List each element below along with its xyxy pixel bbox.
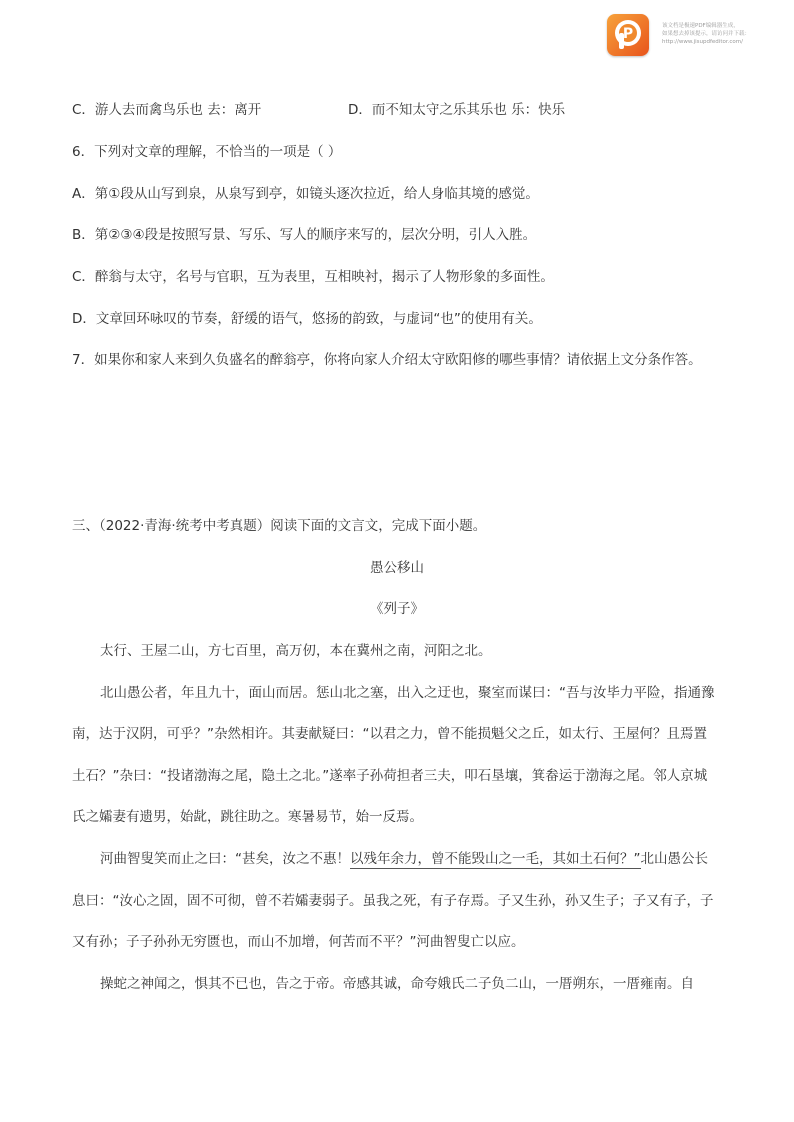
passage-title: 愚公移山: [370, 560, 424, 576]
paragraph-3-line-1: [100, 850, 708, 868]
yugong-reply-start: 北山愚公长: [640, 851, 708, 867]
paragraph-2-line-4: 氏之孀妻有遗男，始龀，跳往助之。寒暑易节，始一反焉。: [72, 809, 423, 825]
paragraph-2-line-1: 北山愚公者，年且九十，面山而居。惩山北之塞，出入之迂也，聚室而谋曰：“吾与汝毕力平险，指通豫: [100, 685, 715, 701]
paragraph-1: 太行、王屋二山，方七百里，高万仞，本在冀州之南，河阳之北。: [100, 643, 492, 659]
underlined-sentence: 以残年余力，曾不能毁山之一毛，其如土石何？”: [350, 851, 641, 867]
paragraph-2-line-3: 土石？”杂曰：“投诸渤海之尾，隐土之北。”遂率子孙荷担者三夫，叩石垦壤，箕畚运于渤海之尾。邻人京城: [72, 768, 708, 784]
question-7: 7．如果你和家人来到久负盛名的醉翁亭，你将向家人介绍太守欧阳修的哪些事情？请依据上文分条作答。: [72, 352, 702, 368]
q6-option-d: D．文章回环咏叹的节奏，舒缓的语气，悠扬的韵致，与虚词“也”的使用有关。: [72, 311, 542, 327]
q5-option-d: D．而不知太守之乐其乐也 乐：快乐: [348, 102, 566, 118]
question-6: 6．下列对文章的理解，不恰当的一项是（ ）: [72, 144, 342, 160]
q6-option-b: B．第②③④段是按照写景、写乐、写人的顺序来写的，层次分明，引人入胜。: [72, 227, 537, 243]
pdf-editor-logo-icon: [607, 14, 649, 56]
q5-option-c: C．游人去而禽鸟乐也 去：离开: [72, 102, 262, 118]
zhisou-quote-start: 河曲智叟笑而止之曰：“甚矣，汝之不惠！: [100, 851, 350, 867]
section-3-heading: 三、（2022·青海·统考中考真题）阅读下面的文言文，完成下面小题。: [72, 518, 487, 534]
paragraph-2-line-2: 南，达于汉阴，可乎？”杂然相许。其妻献疑曰：“以君之力，曾不能损魁父之丘，如太行、王屋何？且焉置: [72, 726, 707, 742]
paragraph-4: 操蛇之神闻之，惧其不已也，告之于帝。帝感其诚，命夸娥氏二子负二山，一厝朔东，一厝雍南。自: [100, 976, 694, 992]
watermark-text: 该文档是极速PDF编辑器生成， 如果想去掉该提示，请访问并下载： http://www.jisupdfeditor.com/: [662, 23, 751, 45]
svg-text:P: P: [622, 26, 634, 42]
paragraph-3-line-3: 又有孙；子子孙孙无穷匮也，而山不加增，何苦而不平？”河曲智叟亡以应。: [72, 934, 525, 950]
q6-option-c: C．醉翁与太守，名号与官职，互为表里，互相映衬，揭示了人物形象的多面性。: [72, 269, 554, 285]
passage-author: 《列子》: [370, 601, 424, 617]
q6-option-a: A．第①段从山写到泉，从泉写到亭，如镜头逐次拉近，给人身临其境的感觉。: [72, 186, 539, 202]
paragraph-3-line-2: 息曰：“汝心之固，固不可彻，曾不若孀妻弱子。虽我之死，有子存焉。子又生孙，孙又生子；子又有子，子: [72, 893, 714, 909]
